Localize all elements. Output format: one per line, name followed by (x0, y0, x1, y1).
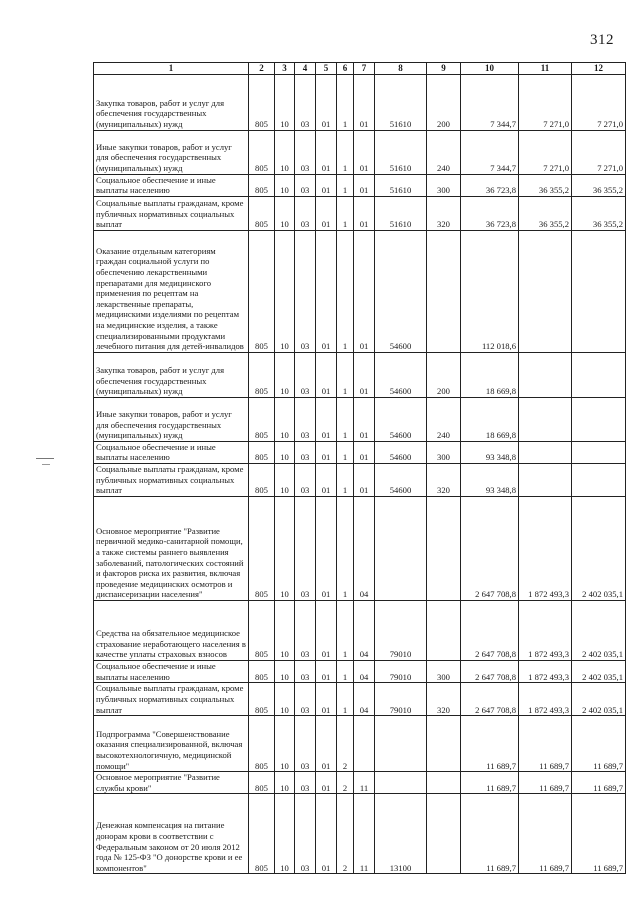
cell-col-8: 54600 (375, 230, 427, 352)
cell-col-11: 36 355,2 (519, 174, 572, 196)
cell-col-9: 300 (427, 441, 461, 463)
table-row (94, 794, 626, 874)
table-row (94, 397, 626, 441)
cell-col-9: 300 (427, 174, 461, 196)
cell-col-7: 01 (354, 196, 375, 230)
cell-col-4: 03 (295, 441, 316, 463)
row-description: Иные закупки товаров, работ и услуг для обеспечения государственных (муниципальных) нужд (94, 130, 249, 174)
cell-col-6: 1 (337, 397, 354, 441)
cell-col-2: 805 (249, 716, 275, 772)
table-row (94, 496, 626, 600)
cell-col-8: 79010 (375, 683, 427, 716)
cell-col-8: 79010 (375, 600, 427, 660)
table-row (94, 772, 626, 794)
cell-col-6: 1 (337, 441, 354, 463)
cell-col-3: 10 (275, 74, 295, 130)
cell-col-2: 805 (249, 397, 275, 441)
cell-col-2: 805 (249, 772, 275, 794)
row-description: Социальное обеспечение и иные выплаты населению (94, 660, 249, 682)
cell-col-4: 03 (295, 716, 316, 772)
row-description: Социальные выплаты гражданам, кроме публичных нормативных социальных выплат (94, 463, 249, 496)
cell-col-6: 2 (337, 772, 354, 794)
column-header-10: 10 (461, 63, 519, 75)
cell-col-3: 10 (275, 772, 295, 794)
cell-col-7: 04 (354, 660, 375, 682)
cell-col-7: 01 (354, 174, 375, 196)
cell-col-12: 11 689,7 (572, 716, 626, 772)
cell-col-9: 240 (427, 397, 461, 441)
cell-col-12: 2 402 035,1 (572, 660, 626, 682)
row-description: Иные закупки товаров, работ и услуг для обеспечения государственных (муниципальных) нужд (94, 397, 249, 441)
table-row (94, 600, 626, 660)
cell-col-2: 805 (249, 196, 275, 230)
cell-col-9 (427, 716, 461, 772)
cell-col-12 (572, 463, 626, 496)
cell-col-11 (519, 230, 572, 352)
row-description: Подпрограмма "Совершенствование оказания специализированной, включая высокотехнологичную, медицинской помощи" (94, 716, 249, 772)
cell-col-3: 10 (275, 441, 295, 463)
cell-col-11: 36 355,2 (519, 196, 572, 230)
row-description: Оказание отдельным категориям граждан социальной услуги по обеспечению лекарственными препаратами для медицинского применения по рецептам на лекарственные препараты, медицинскими изделиями по рецептам на медицинские изделия, а также специализированными продуктами лечебного питания для детей-инвалидов (94, 230, 249, 352)
budget-table (93, 62, 626, 874)
cell-col-5: 01 (316, 794, 337, 874)
cell-col-10: 2 647 708,8 (461, 660, 519, 682)
table-header-row (94, 63, 626, 75)
table-row (94, 441, 626, 463)
cell-col-3: 10 (275, 352, 295, 397)
table-row (94, 716, 626, 772)
column-header-6: 6 (337, 63, 354, 75)
column-header-12: 12 (572, 63, 626, 75)
cell-col-8: 54600 (375, 463, 427, 496)
cell-col-12 (572, 352, 626, 397)
cell-col-12: 7 271,0 (572, 130, 626, 174)
cell-col-10: 2 647 708,8 (461, 496, 519, 600)
cell-col-12 (572, 397, 626, 441)
cell-col-3: 10 (275, 463, 295, 496)
cell-col-3: 10 (275, 716, 295, 772)
cell-col-4: 03 (295, 174, 316, 196)
cell-col-10: 36 723,8 (461, 174, 519, 196)
cell-col-9: 240 (427, 130, 461, 174)
cell-col-12: 7 271,0 (572, 74, 626, 130)
cell-col-11: 1 872 493,3 (519, 496, 572, 600)
row-description: Денежная компенсация на питание донорам крови в соответствии с Федеральным законом от 20 июля 2012 года № 125-ФЗ "О донорстве крови и ее компонентов" (94, 794, 249, 874)
cell-col-9: 320 (427, 463, 461, 496)
cell-col-4: 03 (295, 660, 316, 682)
table-row (94, 660, 626, 682)
cell-col-6: 1 (337, 230, 354, 352)
cell-col-4: 03 (295, 794, 316, 874)
cell-col-11: 1 872 493,3 (519, 683, 572, 716)
cell-col-9: 300 (427, 660, 461, 682)
cell-col-4: 03 (295, 352, 316, 397)
table-row (94, 74, 626, 130)
cell-col-5: 01 (316, 716, 337, 772)
cell-col-7: 01 (354, 74, 375, 130)
cell-col-2: 805 (249, 660, 275, 682)
table-row (94, 683, 626, 716)
cell-col-7: 01 (354, 397, 375, 441)
cell-col-6: 1 (337, 683, 354, 716)
cell-col-6: 1 (337, 352, 354, 397)
cell-col-3: 10 (275, 600, 295, 660)
cell-col-2: 805 (249, 600, 275, 660)
column-header-7: 7 (354, 63, 375, 75)
row-description: Социальные выплаты гражданам, кроме публичных нормативных социальных выплат (94, 196, 249, 230)
row-description: Основное мероприятие "Развитие первичной медико-санитарной помощи, а также системы раннего выявления заболеваний, патологических состояний и факторов риска их развития, включая проведение медицинских осмотров и диспансеризации населения" (94, 496, 249, 600)
cell-col-2: 805 (249, 683, 275, 716)
cell-col-5: 01 (316, 196, 337, 230)
margin-mark (36, 458, 54, 459)
cell-col-3: 10 (275, 174, 295, 196)
cell-col-9 (427, 772, 461, 794)
column-header-9: 9 (427, 63, 461, 75)
cell-col-12: 2 402 035,1 (572, 496, 626, 600)
column-header-8: 8 (375, 63, 427, 75)
cell-col-10: 2 647 708,8 (461, 600, 519, 660)
cell-col-3: 10 (275, 230, 295, 352)
row-description: Закупка товаров, работ и услуг для обеспечения государственных (муниципальных) нужд (94, 352, 249, 397)
cell-col-4: 03 (295, 196, 316, 230)
cell-col-10: 11 689,7 (461, 794, 519, 874)
cell-col-6: 1 (337, 496, 354, 600)
cell-col-7: 04 (354, 496, 375, 600)
table-row (94, 196, 626, 230)
cell-col-10: 7 344,7 (461, 74, 519, 130)
cell-col-7: 01 (354, 230, 375, 352)
cell-col-8: 79010 (375, 660, 427, 682)
cell-col-11: 7 271,0 (519, 130, 572, 174)
cell-col-8: 51610 (375, 130, 427, 174)
cell-col-8: 51610 (375, 196, 427, 230)
cell-col-9: 320 (427, 683, 461, 716)
cell-col-4: 03 (295, 463, 316, 496)
cell-col-8: 54600 (375, 397, 427, 441)
cell-col-6: 1 (337, 130, 354, 174)
cell-col-4: 03 (295, 683, 316, 716)
cell-col-6: 1 (337, 600, 354, 660)
cell-col-2: 805 (249, 794, 275, 874)
cell-col-5: 01 (316, 600, 337, 660)
cell-col-9 (427, 600, 461, 660)
page-number: 312 (590, 32, 614, 48)
table-row (94, 174, 626, 196)
cell-col-8 (375, 772, 427, 794)
cell-col-10: 93 348,8 (461, 463, 519, 496)
cell-col-2: 805 (249, 74, 275, 130)
cell-col-5: 01 (316, 772, 337, 794)
cell-col-5: 01 (316, 397, 337, 441)
cell-col-7: 01 (354, 441, 375, 463)
cell-col-4: 03 (295, 230, 316, 352)
row-description: Закупка товаров, работ и услуг для обеспечения государственных (муниципальных) нужд (94, 74, 249, 130)
cell-col-5: 01 (316, 130, 337, 174)
cell-col-6: 1 (337, 463, 354, 496)
column-header-1: 1 (94, 63, 249, 75)
cell-col-2: 805 (249, 441, 275, 463)
cell-col-2: 805 (249, 130, 275, 174)
cell-col-5: 01 (316, 230, 337, 352)
table-row (94, 352, 626, 397)
column-header-2: 2 (249, 63, 275, 75)
cell-col-9 (427, 230, 461, 352)
cell-col-5: 01 (316, 463, 337, 496)
cell-col-7: 11 (354, 772, 375, 794)
cell-col-4: 03 (295, 772, 316, 794)
cell-col-7: 04 (354, 683, 375, 716)
cell-col-11: 1 872 493,3 (519, 660, 572, 682)
column-header-11: 11 (519, 63, 572, 75)
cell-col-11: 11 689,7 (519, 794, 572, 874)
cell-col-6: 2 (337, 716, 354, 772)
cell-col-5: 01 (316, 352, 337, 397)
cell-col-12: 36 355,2 (572, 196, 626, 230)
cell-col-8: 51610 (375, 74, 427, 130)
cell-col-3: 10 (275, 196, 295, 230)
table-row (94, 230, 626, 352)
cell-col-4: 03 (295, 496, 316, 600)
cell-col-9: 200 (427, 352, 461, 397)
cell-col-9: 200 (427, 74, 461, 130)
cell-col-3: 10 (275, 794, 295, 874)
cell-col-6: 1 (337, 196, 354, 230)
cell-col-10: 11 689,7 (461, 716, 519, 772)
cell-col-3: 10 (275, 130, 295, 174)
cell-col-5: 01 (316, 441, 337, 463)
cell-col-10: 11 689,7 (461, 772, 519, 794)
cell-col-12: 36 355,2 (572, 174, 626, 196)
cell-col-6: 1 (337, 174, 354, 196)
cell-col-7: 01 (354, 130, 375, 174)
column-header-3: 3 (275, 63, 295, 75)
cell-col-12: 11 689,7 (572, 772, 626, 794)
cell-col-7: 01 (354, 352, 375, 397)
cell-col-2: 805 (249, 352, 275, 397)
table-row (94, 130, 626, 174)
cell-col-10: 93 348,8 (461, 441, 519, 463)
cell-col-8: 51610 (375, 174, 427, 196)
cell-col-4: 03 (295, 397, 316, 441)
cell-col-4: 03 (295, 130, 316, 174)
row-description: Социальное обеспечение и иные выплаты населению (94, 441, 249, 463)
cell-col-10: 18 669,8 (461, 397, 519, 441)
cell-col-2: 805 (249, 174, 275, 196)
cell-col-10: 112 018,6 (461, 230, 519, 352)
cell-col-6: 1 (337, 660, 354, 682)
cell-col-10: 36 723,8 (461, 196, 519, 230)
cell-col-12: 2 402 035,1 (572, 600, 626, 660)
cell-col-2: 805 (249, 463, 275, 496)
row-description: Основное мероприятие "Развитие службы крови" (94, 772, 249, 794)
cell-col-8: 54600 (375, 441, 427, 463)
cell-col-11 (519, 397, 572, 441)
table-row (94, 463, 626, 496)
cell-col-11: 11 689,7 (519, 716, 572, 772)
cell-col-8 (375, 496, 427, 600)
cell-col-12: 2 402 035,1 (572, 683, 626, 716)
cell-col-4: 03 (295, 600, 316, 660)
cell-col-11: 1 872 493,3 (519, 600, 572, 660)
row-description: Социальные выплаты гражданам, кроме публичных нормативных социальных выплат (94, 683, 249, 716)
cell-col-3: 10 (275, 660, 295, 682)
cell-col-8: 54600 (375, 352, 427, 397)
cell-col-11 (519, 441, 572, 463)
cell-col-7: 01 (354, 463, 375, 496)
cell-col-11: 7 271,0 (519, 74, 572, 130)
cell-col-7 (354, 716, 375, 772)
cell-col-3: 10 (275, 683, 295, 716)
cell-col-3: 10 (275, 496, 295, 600)
cell-col-6: 1 (337, 74, 354, 130)
cell-col-5: 01 (316, 496, 337, 600)
cell-col-10: 2 647 708,8 (461, 683, 519, 716)
cell-col-9: 320 (427, 196, 461, 230)
cell-col-5: 01 (316, 174, 337, 196)
cell-col-2: 805 (249, 230, 275, 352)
cell-col-8: 13100 (375, 794, 427, 874)
cell-col-12: 11 689,7 (572, 794, 626, 874)
cell-col-7: 04 (354, 600, 375, 660)
cell-col-5: 01 (316, 683, 337, 716)
column-header-4: 4 (295, 63, 316, 75)
cell-col-10: 7 344,7 (461, 130, 519, 174)
cell-col-10: 18 669,8 (461, 352, 519, 397)
cell-col-6: 2 (337, 794, 354, 874)
cell-col-4: 03 (295, 74, 316, 130)
cell-col-8 (375, 716, 427, 772)
column-header-5: 5 (316, 63, 337, 75)
margin-mark (42, 464, 50, 465)
cell-col-11 (519, 463, 572, 496)
cell-col-5: 01 (316, 660, 337, 682)
cell-col-11 (519, 352, 572, 397)
row-description: Средства на обязательное медицинское страхование неработающего населения в качестве уплаты страховых взносов (94, 600, 249, 660)
cell-col-2: 805 (249, 496, 275, 600)
cell-col-12 (572, 230, 626, 352)
cell-col-3: 10 (275, 397, 295, 441)
cell-col-9 (427, 496, 461, 600)
cell-col-7: 11 (354, 794, 375, 874)
row-description: Социальное обеспечение и иные выплаты населению (94, 174, 249, 196)
cell-col-12 (572, 441, 626, 463)
cell-col-5: 01 (316, 74, 337, 130)
table-body (94, 74, 626, 874)
cell-col-9 (427, 794, 461, 874)
cell-col-11: 11 689,7 (519, 772, 572, 794)
